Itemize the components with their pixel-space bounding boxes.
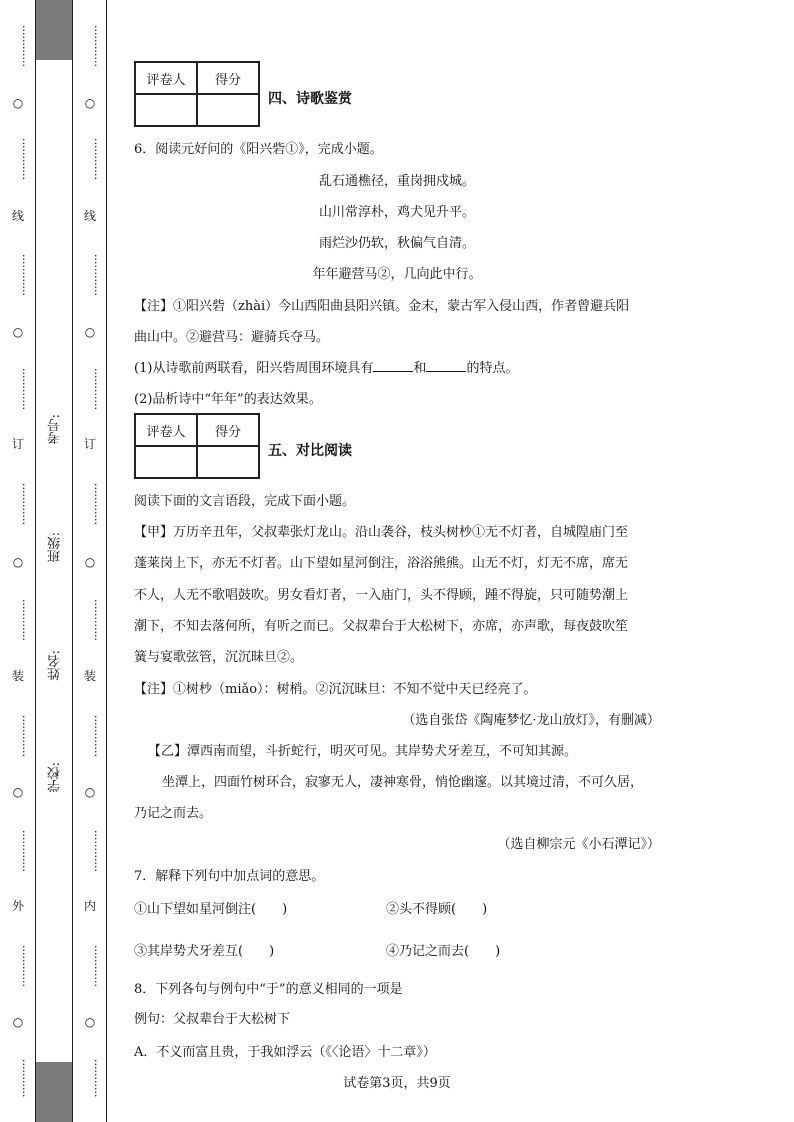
dotted-rule: ············	[17, 138, 30, 180]
section-title: 四、诗歌鉴赏	[268, 91, 352, 107]
q7-item: ④乃记之而去( )	[386, 944, 501, 959]
dotted-rule: ············	[89, 138, 102, 180]
margin-shade-bottom	[36, 1062, 72, 1122]
score-table	[134, 413, 260, 479]
question-8: 8．下列各句与例句中“于”的意义相同的一项是	[134, 982, 403, 997]
passage-jia-line: 蓬莱岗上下，亦无不灯者。山下望如星河倒注，浴浴熊熊。山无不灯，灯无不席，席无	[134, 556, 629, 571]
circle-mark: ○	[84, 785, 96, 799]
circle-mark: ○	[84, 325, 96, 339]
passage-yi-source: （选自柳宗元《小石潭记》）	[497, 837, 660, 852]
margin-mark-line: 线	[11, 209, 24, 223]
passage-jia-line: 【甲】万历辛丑年，父叔辈张灯龙山。沿山袭谷，枝头树杪①无不灯者，自城隍庙门至	[134, 525, 629, 540]
section-title: 五、对比阅读	[268, 443, 352, 459]
poem-line: 年年避营马②，几向此中行。	[312, 267, 482, 282]
grader-cell	[135, 94, 197, 126]
q8-example: 例句：父叔辈台于大松树下	[134, 1012, 291, 1027]
passage-yi-line: 【乙】潭西南而望，斗折蛇行，明灭可见。其岸势犬牙差互，不可知其源。	[148, 744, 578, 759]
answer-blank[interactable]	[426, 361, 466, 372]
circle-mark: ○	[12, 1015, 24, 1029]
dotted-rule: ············	[89, 254, 102, 296]
margin-mark-zhuang: 装	[83, 669, 96, 683]
passage-jia-line: 簧与宴歌弦管，沉沉昧旦②。	[134, 650, 304, 665]
dotted-rule: ············	[89, 830, 102, 872]
q7-item: ②头不得顾( )	[386, 902, 488, 917]
dotted-rule: ············	[89, 945, 102, 987]
dotted-rule: ············	[89, 368, 102, 410]
score-table	[134, 61, 260, 127]
circle-mark: ○	[12, 96, 24, 110]
margin-line	[106, 0, 107, 1122]
answer-blank[interactable]	[373, 361, 413, 372]
reading-intro: 阅读下面的文言语段，完成下面小题。	[134, 494, 356, 509]
margin-line	[35, 0, 36, 1122]
page-footer: 试卷第3页，共9页	[343, 1076, 451, 1091]
margin-mark-line: 线	[83, 209, 96, 223]
q6-1-part1: (1)从诗歌前两联看，阳兴砦周围环境具有	[134, 361, 374, 376]
q8-option-a: A．不义而富且贵，于我如浮云（《〈论语〉十二章》）	[134, 1045, 436, 1060]
circle-mark: ○	[12, 555, 24, 569]
grader-header: 评卷人	[135, 62, 197, 94]
passage-jia-note: 【注】①树杪（miǎo）：树梢。②沉沉昧旦：不知不觉中天已经亮了。	[134, 682, 537, 697]
circle-mark: ○	[84, 96, 96, 110]
question-6-2: (2)品析诗中“年年”的表达效果。	[134, 392, 322, 407]
margin-mark-zhuang: 装	[11, 669, 24, 683]
dotted-rule: ············	[89, 25, 102, 67]
score-cell	[197, 94, 259, 126]
q6-1-part2: 和	[413, 361, 427, 376]
passage-jia-line: 不人，人无不歌唱鼓吹。男女看灯者，一入庙门，头不得顾，踵不得旋，只可随势潮上	[134, 588, 629, 603]
passage-jia-line: 潮下，不知去落何所，有听之而已。父叔辈台于大松树下，亦席，亦声歌，每夜鼓吹笙	[134, 619, 629, 634]
margin-shade-top	[36, 0, 72, 60]
passage-jia-source: （选自张岱《陶庵梦忆·龙山放灯》，有删减）	[402, 713, 660, 728]
dotted-rule: ············	[17, 483, 30, 525]
dotted-rule: ············	[17, 599, 30, 641]
dotted-rule: ············	[17, 368, 30, 410]
grader-cell	[135, 446, 197, 478]
circle-mark: ○	[12, 325, 24, 339]
poem-line: 山川常淳朴，鸡犬见升平。	[318, 205, 475, 220]
circle-mark: ○	[84, 555, 96, 569]
inner-cut-column	[82, 0, 102, 1122]
passage-yi-line: 坐潭上，四面竹树环合，寂寥无人，凄神寒骨，悄怆幽邃。以其境过清，不可久居，	[162, 775, 644, 790]
score-header: 得分	[197, 414, 259, 446]
margin-line	[72, 0, 73, 1122]
margin-mark-nei: 内	[83, 899, 96, 913]
class-label: 班级:	[48, 532, 63, 563]
q6-1-part3: 的特点。	[466, 361, 519, 376]
dotted-rule: ···········	[17, 1058, 30, 1098]
grader-header: 评卷人	[135, 414, 197, 446]
poem-note: 【注】①阳兴砦（zhài）今山西阳曲县阳兴镇。金末，蒙古军入侵山西，作者曾避兵阳	[134, 299, 630, 314]
circle-mark: ○	[84, 1015, 96, 1029]
q7-item: ①山下望如星河倒注( )	[134, 902, 288, 917]
dotted-rule: ············	[89, 599, 102, 641]
school-label: 学校:	[48, 762, 63, 793]
circle-mark: ○	[12, 785, 24, 799]
outer-cut-column	[10, 0, 30, 1122]
dotted-rule: ············	[89, 715, 102, 757]
question-6: 6．阅读元好问的《阳兴砦①》，完成小题。	[134, 142, 383, 157]
q7-item: ③其岸势犬牙差互( )	[134, 944, 275, 959]
name-label: 姓名:	[48, 650, 63, 681]
dotted-rule: ············	[17, 715, 30, 757]
score-header: 得分	[197, 62, 259, 94]
dotted-rule: ············	[89, 483, 102, 525]
dotted-rule: ···········	[89, 1058, 102, 1098]
margin-mark-wai: 外	[11, 899, 24, 913]
dotted-rule: ············	[17, 830, 30, 872]
score-cell	[197, 446, 259, 478]
dotted-rule: ············	[17, 945, 30, 987]
dotted-rule: ············	[17, 254, 30, 296]
margin-mark-ding: 订	[83, 437, 96, 451]
passage-yi-line: 乃记之而去。	[134, 806, 213, 821]
poem-note: 曲山中。②避营马：避骑兵夺马。	[134, 330, 330, 345]
dotted-rule: ············	[17, 25, 30, 67]
exam-number-label: 考号:	[48, 414, 63, 445]
question-6-1	[134, 357, 518, 376]
poem-line: 雨烂沙仍软，秋偏气自清。	[318, 236, 475, 251]
poem-line: 乱石通樵径，重岗拥戍城。	[318, 174, 475, 189]
question-7: 7．解释下列句中加点词的意思。	[134, 869, 325, 884]
margin-mark-ding: 订	[11, 437, 24, 451]
